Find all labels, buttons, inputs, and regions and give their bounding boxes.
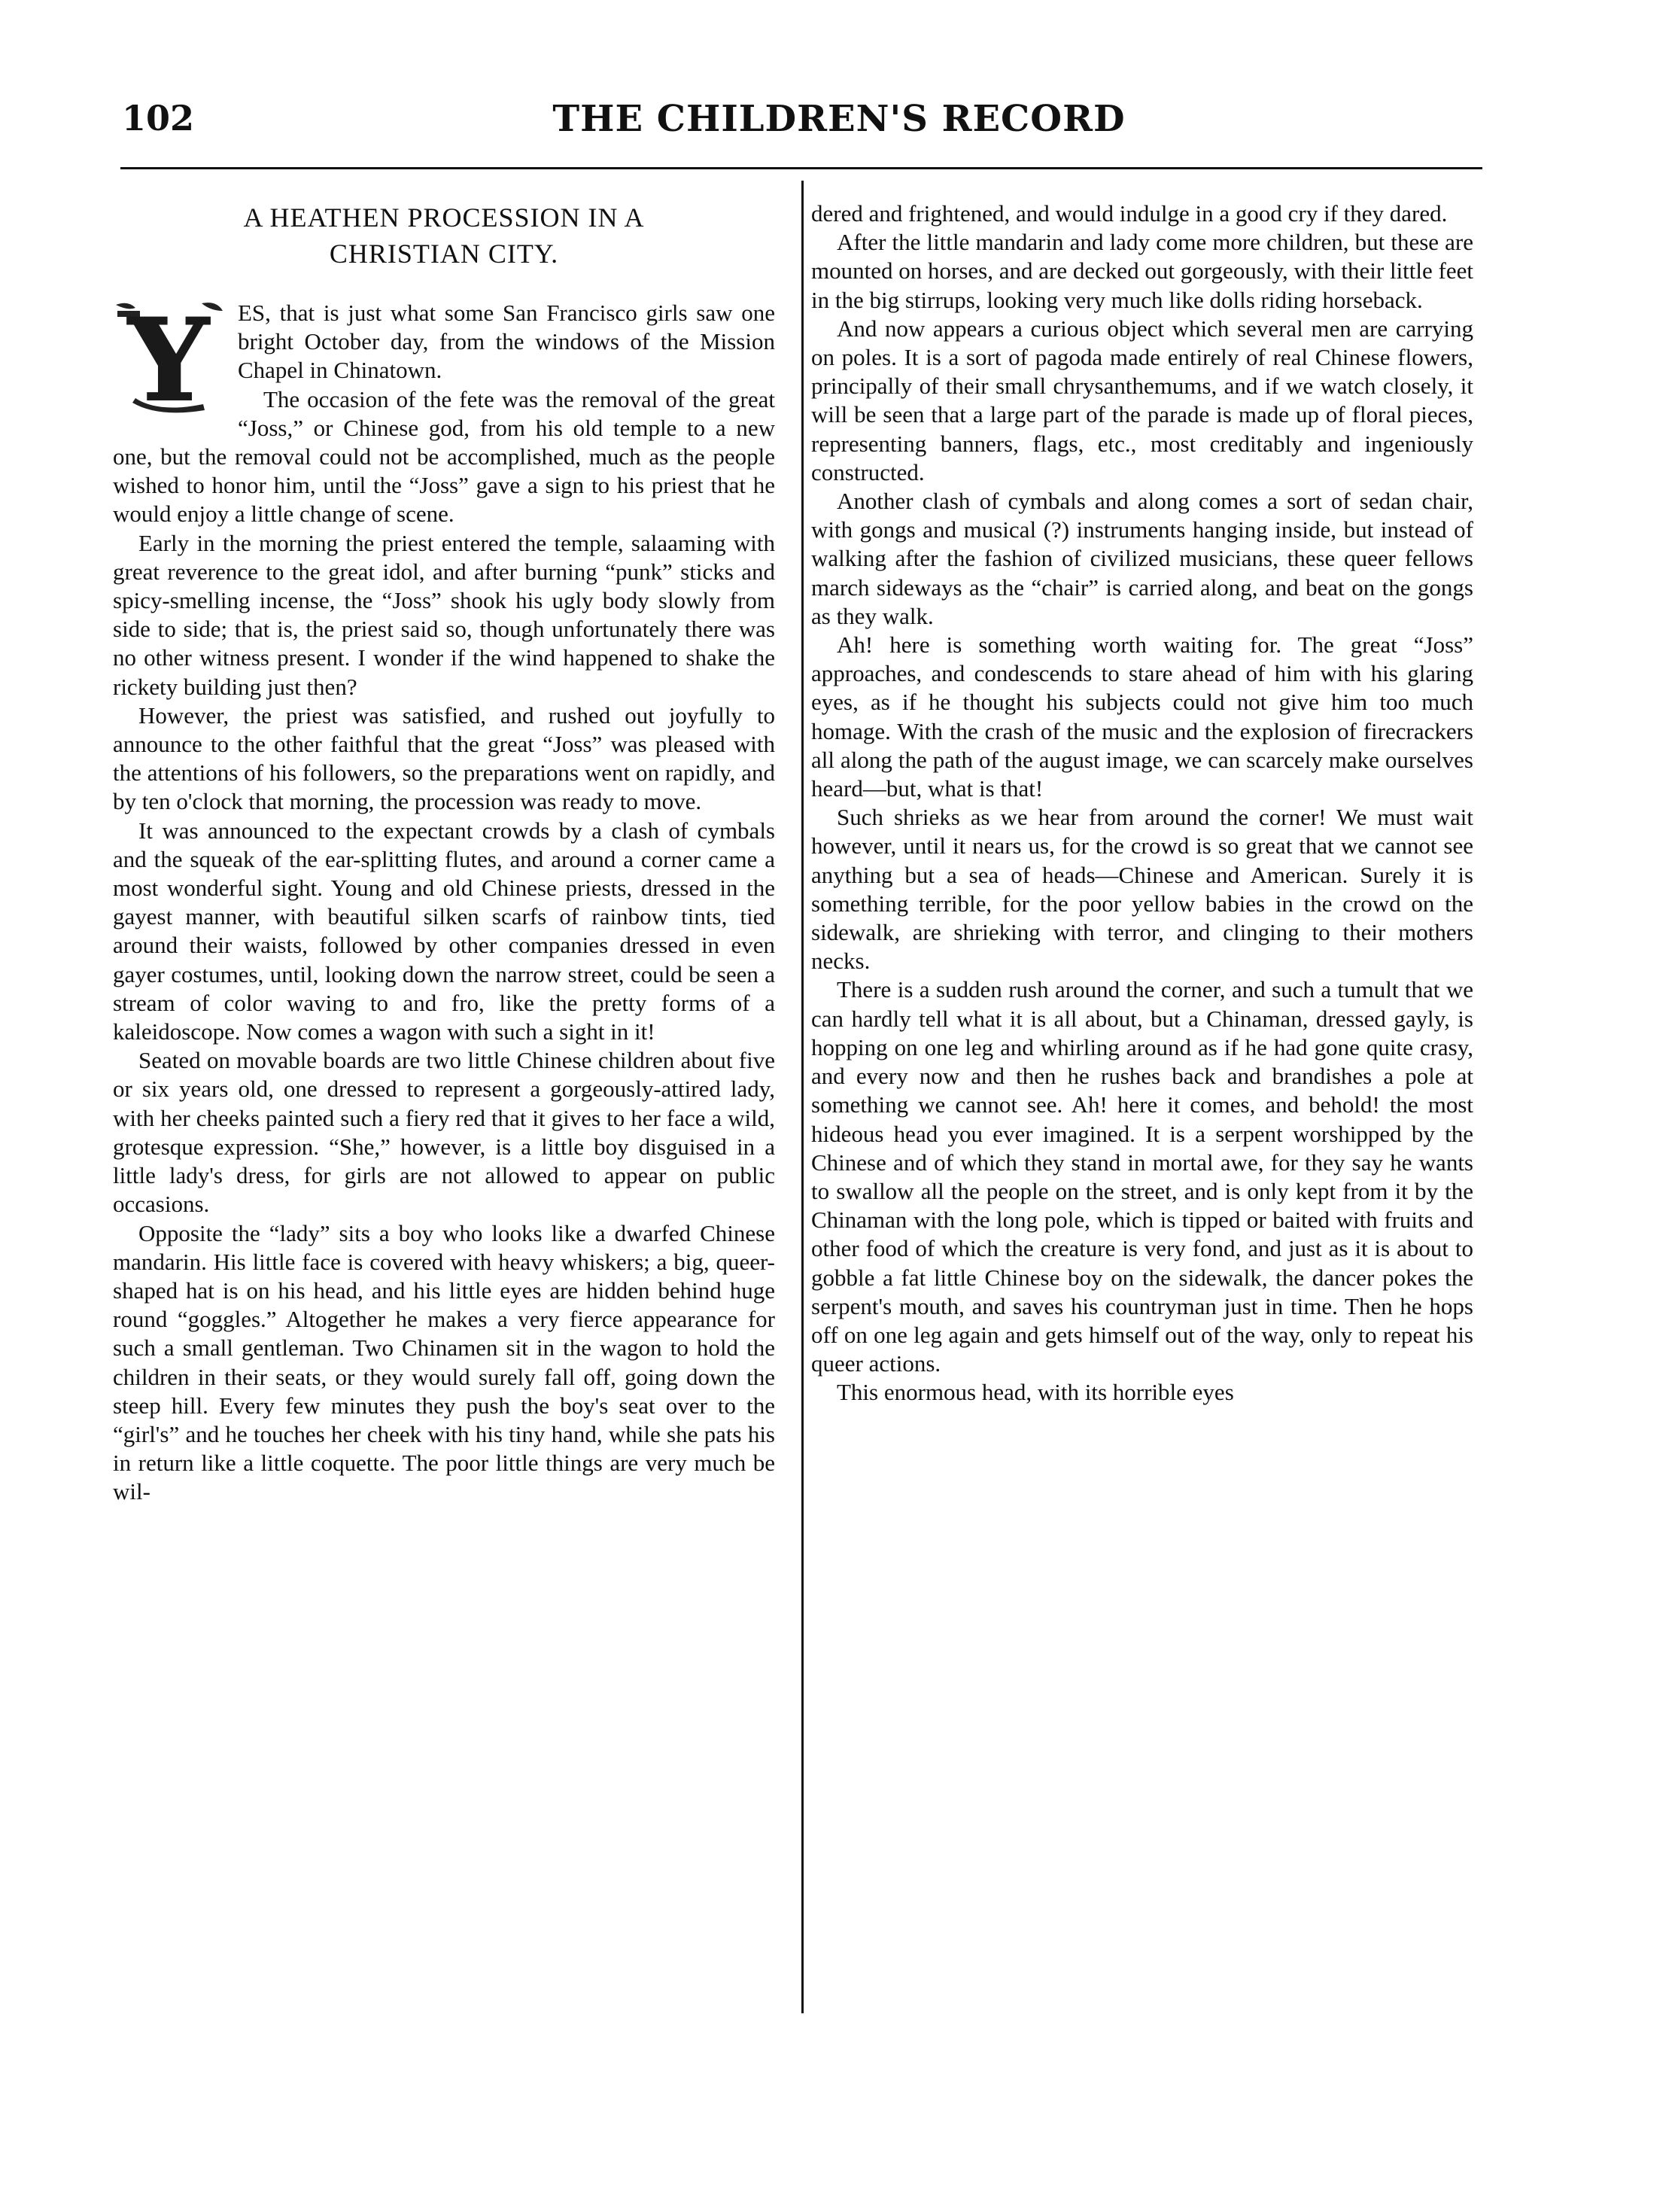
paragraph: This enormous head, with its horrible eyes: [837, 1379, 1234, 1406]
paragraph-continued: dered and frightened, and would indulge in a good cry if they dared.: [811, 200, 1448, 227]
paragraph: Opposite the “lady” sits a boy who looks like a dwarfed Chinese mandarin. His little face is covered with heavy whiskers; a big, queer-shaped hat is on his head, and his little eyes are hidden behind huge round “goggles.” Altogether he makes a very fierce appearance for such a small gentleman. Two Chinamen sit in the wagon to hold the children in their seats, or they would surely fall off, going down the steep hill. Every few minutes they push the boy's seat over to the “girl's” and he touches her cheek with his tiny hand, while she pats his in return like a little coquette. The poor little things are very much be wil-: [113, 1219, 775, 1505]
header-rule: [120, 167, 1482, 169]
article-title-line-1: A HEATHEN PROCESSION IN A: [243, 202, 645, 233]
paragraph-opening: [113, 299, 775, 415]
paragraph: Ah! here is something worth waiting for. The great “Joss” approaches, and condescends to stare ahead of him with his glaring eyes, as if he thought his subjects could not give him too much homage. With the crash of the music and the explosion of firecrackers all along the path of the august image, we can scarcely make ourselves heard—but, what is that!: [811, 631, 1473, 802]
paragraph: Early in the morning the priest entered the temple, salaaming with great reverence to the great idol, and after burning “punk” sticks and spicy-smelling incense, the “Joss” shook his ugly body slowly from side to side; that is, the priest said so, though unfortunately there was no other witness present. I wonder if the wind happened to shake the rickety building just then?: [113, 529, 775, 700]
paragraph: And now appears a curious object which several men are carrying on poles. It is a sort of pagoda made entirely of real Chinese flowers, principally of their small chrysanthemums, and if we watch closely, it will be seen that a large part of the parade is made up of floral pieces, representing banners, flags, etc., most creditably and ingeniously constructed.: [811, 315, 1473, 485]
page-number: 102: [122, 98, 195, 138]
svg-text:Y: Y: [128, 300, 209, 415]
column-divider: [801, 181, 804, 2013]
paragraph: After the little mandarin and lady come more children, but these are mounted on horses, and are decked out gorgeously, with their little feet in the big stirrups, looking very much like dolls riding horseback.: [811, 229, 1473, 313]
paragraph: There is a sudden rush around the corner, and such a tumult that we can hardly tell what it is all about, but a Chinaman, dressed gayly, is hopping on one leg and whirling around as if he had gone quite crasy, and every now and then he rushes back and brandishes a pole at something we cannot see. Ah! here it comes, and behold! the most hideous head you ever imagined. It is a serpent worshipped by the Chinese and of which they stand in mortal awe, for they say he wants to swallow all the people on the street, and is only kept from it by the Chinaman with the long pole, which is tipped or baited with fruits and other food of which the creature is very fond, and just as it is about to gobble a fat little Chinese boy on the sidewalk, the dancer pokes the serpent's mouth, and saves his countryman just in time. Then he hops off on one leg again and gets himself out of the way, only to repeat his queer actions.: [811, 976, 1473, 1377]
drop-cap: [113, 300, 226, 415]
paragraph: The occasion of the fete was the removal of the great “Joss,” or Chinese god, from his old temple to a new one, but the removal could not be accomplished, much as the people wished to honor him, until the “Joss” gave a sign to his priest that he would enjoy a little change of scene.: [113, 385, 775, 528]
paragraph: It was announced to the expectant crowds by a clash of cymbals and the squeak of the ear-splitting flutes, and around a corner came a most wonderful sight. Young and old Chinese priests, dressed in the gayest manner, with beautiful silken scarfs of rainbow tints, tied around their waists, followed by other companies dressed in even gayer costumes, until, looking down the narrow street, could be seen a stream of color waving to and fro, like the pretty forms of a kaleidoscope. Now comes a wagon with such a sight in it!: [113, 817, 775, 1045]
article-title-line-2: CHRISTIAN CITY.: [329, 239, 559, 269]
running-title: THE CHILDREN'S RECORD: [552, 98, 1126, 140]
paragraph: Such shrieks as we hear from around the corner! We must wait however, until it nears us, for the crowd is so great that we cannot see anything but a sea of heads—Chinese and American. Surely it is something terrible, for the poor yellow babies in the crowd on the sidewalk, are shrieking with terror, and clinging to their mothers necks.: [811, 804, 1473, 975]
paragraph: Seated on movable boards are two little Chinese children about five or six years old, one dressed to represent a gorgeously-attired lady, with her cheeks painted such a fiery red that it gives to her face a wild, grotesque expression. “She,” however, is a little boy disguised in a little lady's dress, for girls are not allowed to appear on public occasions.: [113, 1047, 775, 1218]
left-column: [113, 199, 775, 1507]
paragraph: However, the priest was satisfied, and rushed out joyfully to announce to the other faithful that the great “Joss” was pleased with the attentions of his followers, so the preparations went on rapidly, and by ten o'clock that morning, the procession was ready to move.: [113, 701, 775, 815]
article-title: [113, 199, 775, 272]
drop-cap-ornament-icon: [113, 300, 226, 415]
paragraph-text: ES, that is just what some San Francisco girls saw one bright October day, from the windows of the Mission Chapel in Chinatown.: [238, 300, 775, 384]
paragraph: Another clash of cymbals and along comes a sort of sedan chair, with gongs and musical (?) instruments hanging inside, but instead of walking after the fashion of civilized musicians, these queer fellows march sideways as the “chair” is carried along, and beat on the gongs as they walk.: [811, 488, 1473, 629]
right-column: [811, 199, 1473, 1407]
